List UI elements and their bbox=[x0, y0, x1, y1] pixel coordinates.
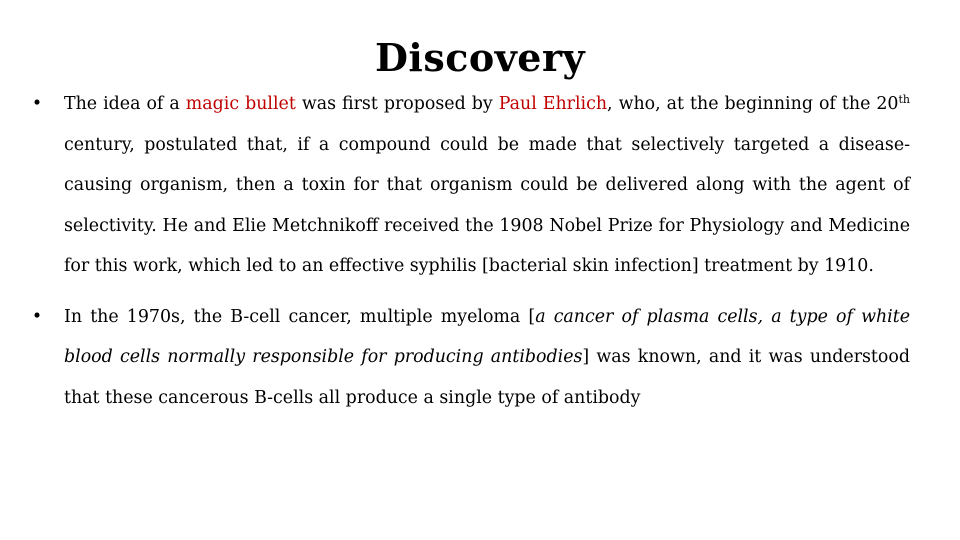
bullet-dot-icon: • bbox=[31, 94, 43, 114]
bullet1-text-1: The idea of a bbox=[64, 94, 186, 114]
magic-bullet-highlight: magic bullet bbox=[185, 94, 296, 114]
bullet2-text-2: ] was known, and it was understood that these cancerous B-cells all produce a single type of antibody bbox=[64, 347, 910, 408]
bullet1-text-4: century, postulated that, if a compound could be made that selectively targeted a disease-causing organism, then a toxin for that organism could be delivered along with the agent of selectivity. He and Elie Metchnikoff received the 1908 Nobel Prize for Physiology and Medicine for this work, which led to an effective syphilis [bacterial skin infection] treatment by 1910. bbox=[64, 134, 910, 276]
bullet-dot-icon: • bbox=[31, 306, 43, 327]
slide-title: Discovery bbox=[374, 35, 586, 80]
bullet-item-ehrlich bbox=[30, 84, 910, 287]
paul-ehrlich-highlight: Paul Ehrlich bbox=[498, 94, 608, 114]
bullet-item-myeloma bbox=[30, 297, 910, 419]
myeloma-definition-italic: a cancer of plasma cells, a type of white blood cells normally responsible for producing antibodies bbox=[64, 306, 910, 367]
bullet1-text-3: , who, at the beginning of the 20 bbox=[607, 94, 899, 114]
bullet-list bbox=[30, 84, 910, 418]
bullet2-text-1: In the 1970s, the B-cell cancer, multiple myeloma [ bbox=[64, 306, 536, 327]
ordinal-superscript: th bbox=[898, 93, 911, 106]
bullet1-text-2: was first proposed by bbox=[295, 94, 499, 114]
